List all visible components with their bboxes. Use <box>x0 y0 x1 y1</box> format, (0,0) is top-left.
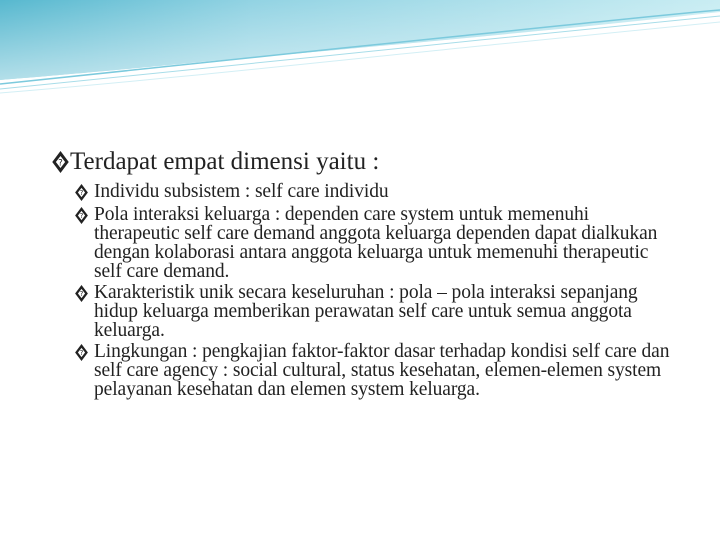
svg-text:?: ? <box>79 189 84 198</box>
missing-glyph-icon <box>74 207 89 224</box>
list-item <box>74 283 674 340</box>
svg-text:?: ? <box>79 349 84 358</box>
bullet-text: Individu subsistem : self care individu <box>94 181 389 202</box>
missing-glyph-icon <box>74 184 89 201</box>
slide-heading <box>52 147 379 177</box>
missing-glyph-icon <box>52 151 69 173</box>
missing-glyph-icon <box>74 344 89 361</box>
svg-text:?: ? <box>79 212 84 221</box>
list-item <box>74 205 674 281</box>
svg-text:?: ? <box>58 158 63 169</box>
missing-glyph-icon <box>74 285 89 302</box>
bullet-list <box>74 182 674 399</box>
bullet-text: Lingkungan : pengkajian faktor-faktor dasar terhadap kondisi self care dan self care agency : social cultural, status kesehatan, elemen-elemen system pelayanan kesehatan dan elemen system keluarga. <box>94 341 670 400</box>
svg-text:?: ? <box>79 290 84 299</box>
heading-text: Terdapat empat dimensi yaitu : <box>70 148 380 175</box>
bullet-text: Karakteristik unik secara keseluruhan : pola – pola interaksi sepanjang hidup keluarga memberikan perawatan self care untuk semua anggota keluarga. <box>94 282 638 341</box>
bullet-text: Pola interaksi keluarga : dependen care system untuk memenuhi therapeutic self care demand anggota keluarga dependen dapat dialkukan dengan kolaborasi antara anggota keluarga untuk memenuhi therapeutic self care demand. <box>94 204 658 282</box>
list-item <box>74 342 674 399</box>
list-item <box>74 182 674 201</box>
